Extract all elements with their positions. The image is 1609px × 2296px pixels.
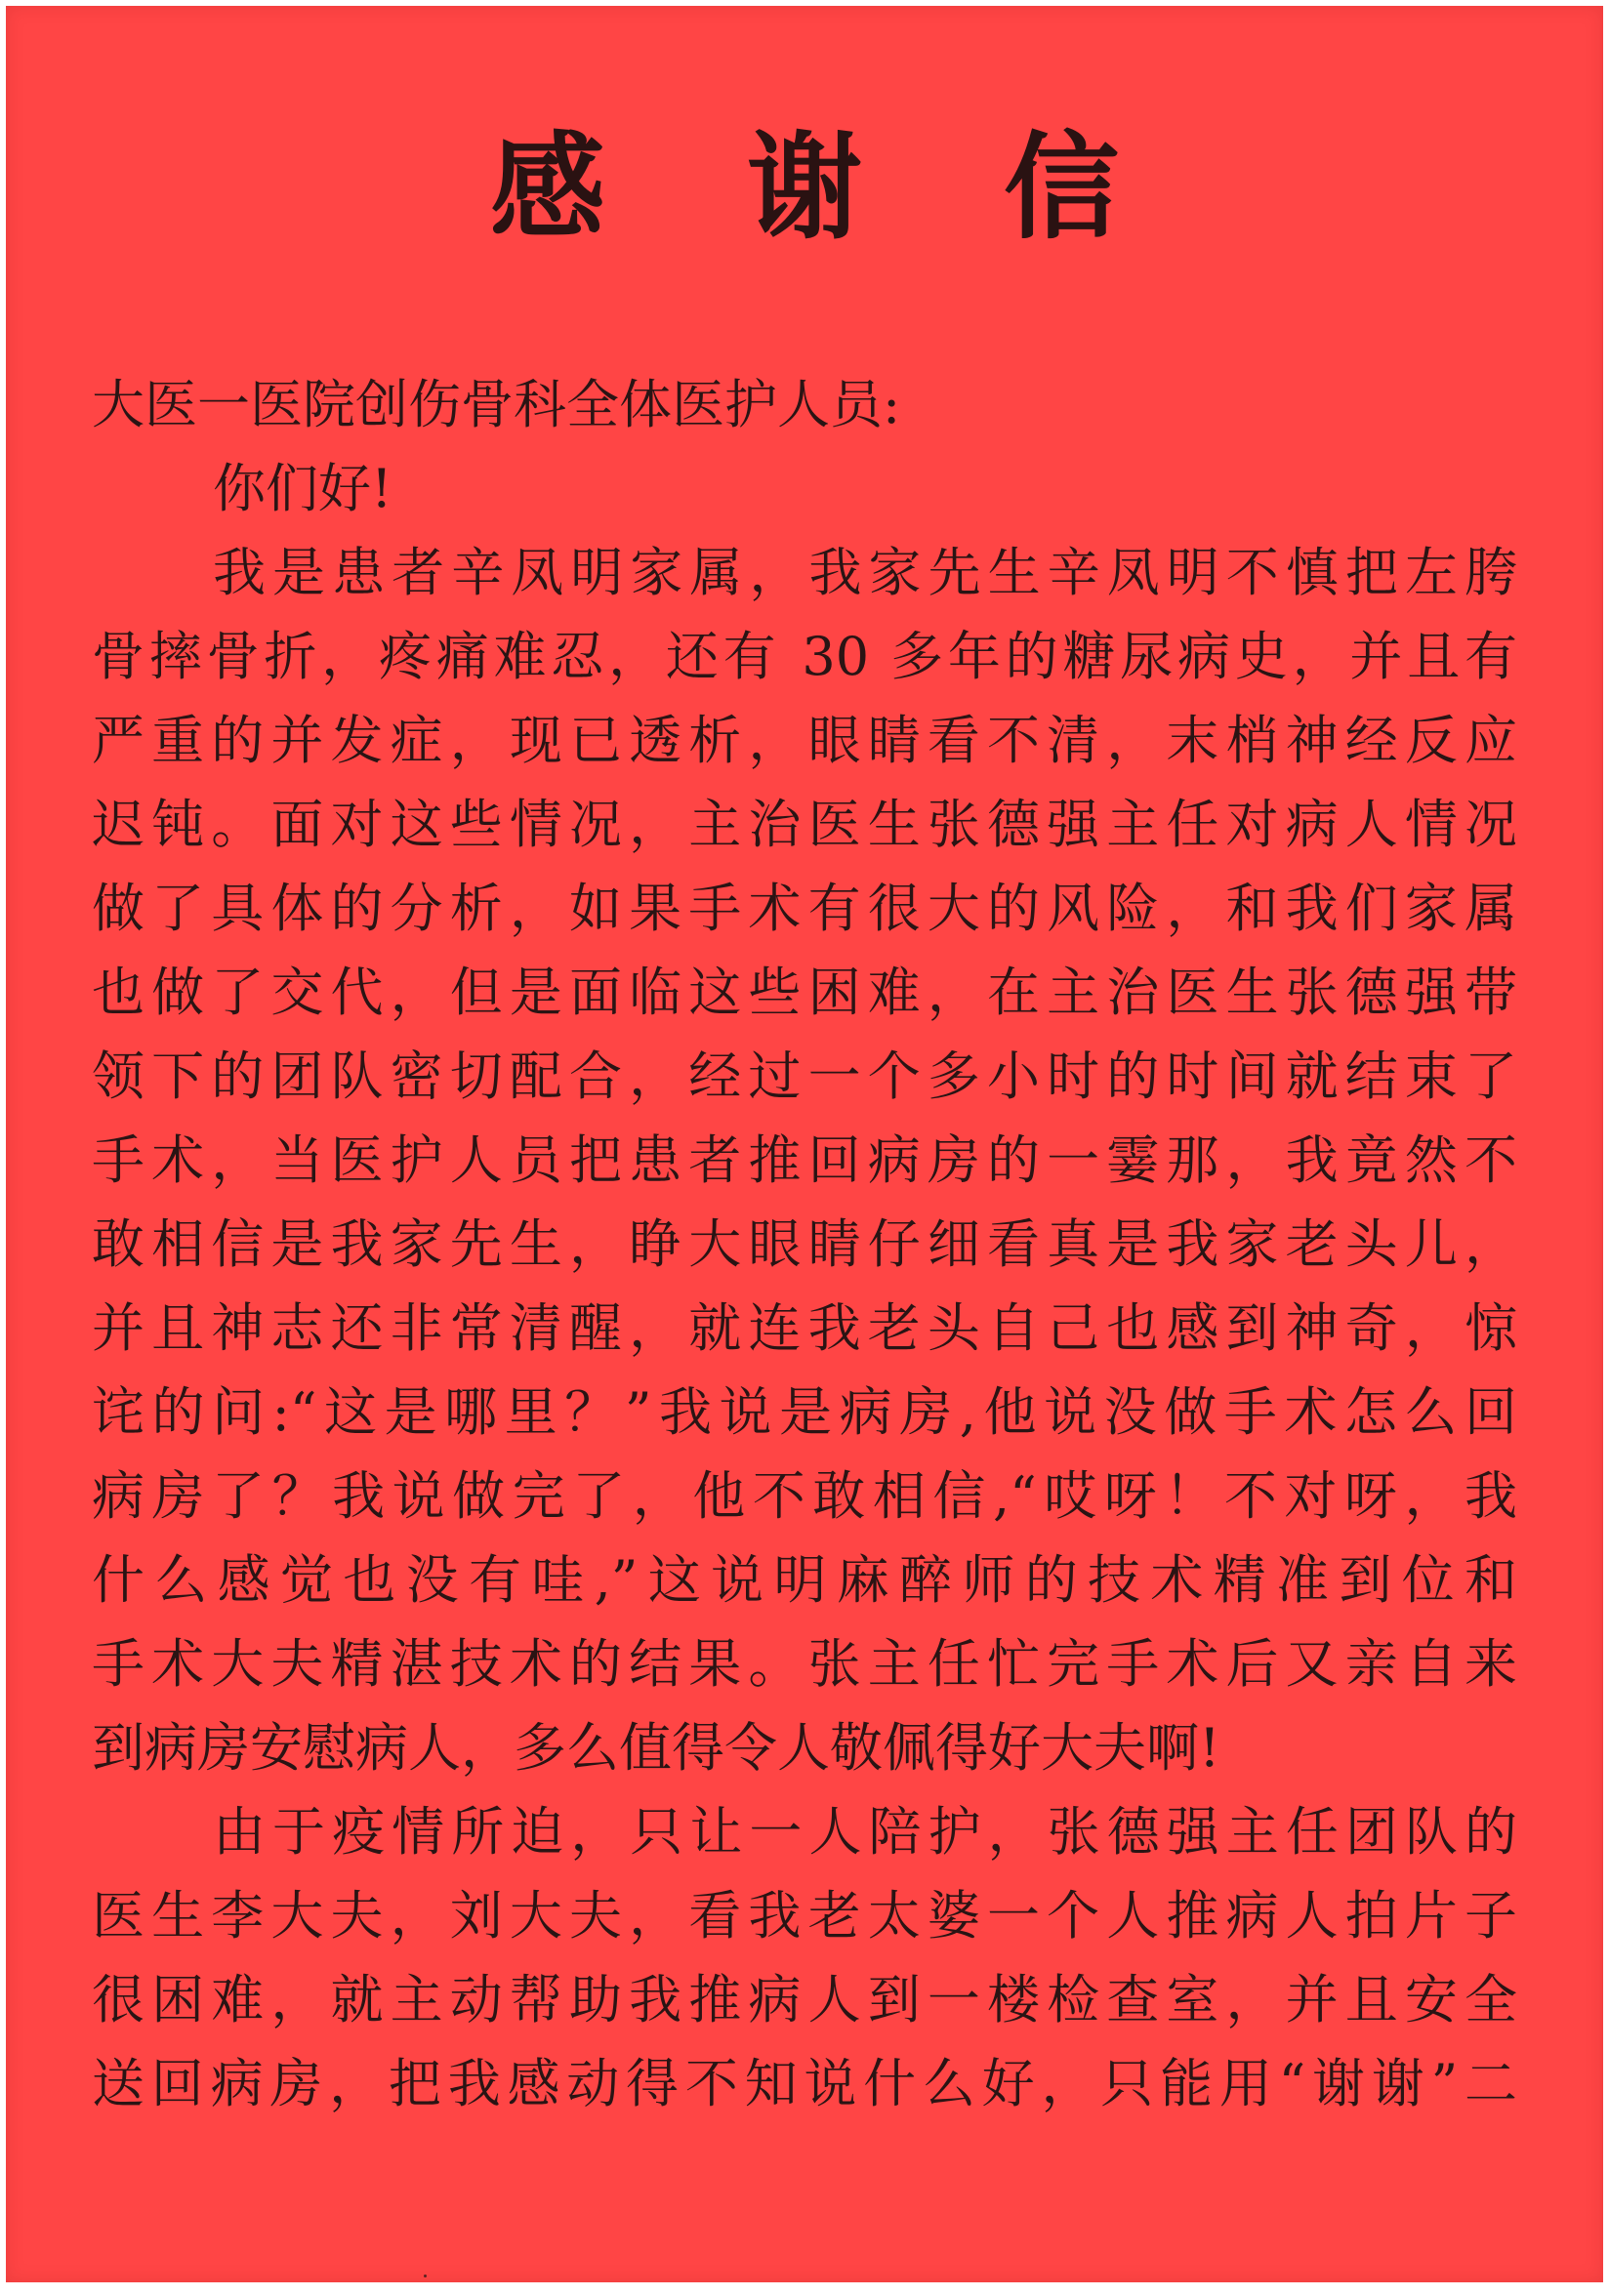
letter-sheet: [6, 6, 1603, 2282]
salutation: 大医一医院创伤骨科全体医护人员:: [92, 374, 901, 435]
body-line: 严重的并发症，现已透析，眼睛看不清，末梢神经反应: [92, 710, 1517, 771]
body-line: 我是患者辛凤明家属，我家先生辛凤明不慎把左胯: [213, 542, 1517, 603]
body-line: 由于疫情所迫，只让一人陪护，张德强主任团队的: [213, 1801, 1517, 1863]
scan-speck: [424, 2275, 427, 2277]
body-line: 送回病房，把我感动得不知说什么好，只能用“谢谢”二: [92, 2053, 1517, 2114]
body-line: 敢相信是我家先生，睁大眼睛仔细看真是我家老头儿，: [92, 1213, 1517, 1275]
greeting-line: 你们好!: [213, 458, 392, 519]
body-line: 也做了交代，但是面临这些困难，在主治医生张德强带: [92, 962, 1517, 1023]
body-line: 并且神志还非常清醒，就连我老头自己也感到神奇，惊: [92, 1297, 1517, 1359]
body-line: 诧的问:“这是哪里？”我说是病房,他说没做手术怎么回: [92, 1381, 1517, 1443]
body-line: 迟钝。面对这些情况，主治医生张德强主任对病人情况: [92, 794, 1517, 855]
letter-body: [92, 363, 1517, 2126]
body-line: 到病房安慰病人，多么值得令人敬佩得好大夫啊!: [92, 1717, 1220, 1779]
body-line: 医生李大夫，刘大夫，看我老太婆一个人推病人拍片子: [92, 1885, 1517, 1947]
letter-title: 感 谢 信: [489, 120, 1171, 255]
body-line: 骨摔骨折，疼痛难忍，还有 30 多年的糖尿病史，并且有: [92, 626, 1517, 687]
body-line: 病房了？我说做完了，他不敢相信,“哎呀！不对呀，我: [92, 1465, 1517, 1527]
body-line: 领下的团队密切配合，经过一个多小时的时间就结束了: [92, 1046, 1517, 1107]
body-line: 手术，当医护人员把患者推回病房的一霎那，我竟然不: [92, 1129, 1517, 1191]
body-line: 很困难，就主动帮助我推病人到一楼检查室，并且安全: [92, 1969, 1517, 2030]
body-line: 手术大夫精湛技术的结果。张主任忙完手术后又亲自来: [92, 1633, 1517, 1695]
body-line: 什么感觉也没有哇,”这说明麻醉师的技术精准到位和: [92, 1549, 1517, 1611]
body-line: 做了具体的分析，如果手术有很大的风险，和我们家属: [92, 878, 1517, 939]
